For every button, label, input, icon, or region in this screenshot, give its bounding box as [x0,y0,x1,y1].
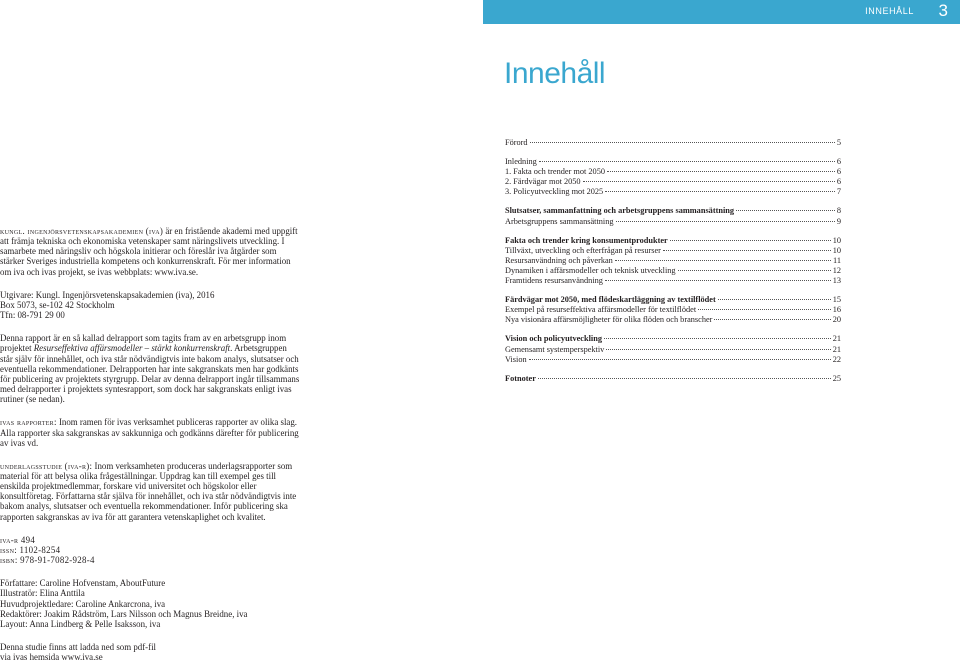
report-note-end: . Arbetsgruppen står själv för innehållet, och iva står nödvändigtvis inte bakom analys, slutsatser och eventuella rekommendationer. Delrapporten har inte sakgranskats men har godkänts för publicering av projektets styrgrupp. Delar av denna delrapport ingår tillsammans med delrapporter i projektets syntesrapport, som dock har sakgranskats enligt ivas rutiner (se nedan). [0,343,300,405]
iva-r-number: iva-r 494 [0,534,36,545]
toc-entry-page: 16 [832,305,841,315]
toc-entry[interactable] [505,334,841,344]
toc-entry-title: 1. Fakta och trender mot 2050 [505,167,606,177]
project-lead: Huvudprojektledare: Caroline Ankarcrona, iva [0,598,166,609]
address: Box 5073, se-102 42 Stockholm [0,299,115,310]
ivas-rapporter-text: Inom ramen för ivas verksamhet publiceras rapporter av olika slag. Alla rapporter ska sakgranskas av sakkunniga och godkänns därefter för publicering av ivas vd. [0,417,299,448]
toc-entry-page: 6 [836,157,841,167]
toc-entry-page: 21 [832,334,841,344]
toc-leader-dots [605,280,831,281]
toc-entry-page: 11 [833,255,841,265]
download-note: Denna studie finns att ladda ned som pdf-fil [0,642,157,652]
toc-entry[interactable] [505,157,841,167]
toc-leader-dots [736,210,835,211]
toc-leader-dots [539,161,835,162]
toc-entry-page: 12 [832,265,841,275]
toc-entry-title: Tillväxt, utveckling och efterfrågan på resurser [505,245,661,255]
toc-entry-page: 10 [832,245,841,255]
toc-entry-page: 21 [832,344,841,354]
toc-entry[interactable] [505,256,841,266]
iva-org-name: kungl. ingenjörsvetenskapsakademien (iva) [0,226,164,236]
toc-entry-title: 3. Policyutveckling mot 2025 [505,187,604,197]
toc-entry-title: Vision och policyutveckling [505,334,602,344]
toc-entry[interactable] [505,217,841,227]
toc-leader-dots [604,338,831,339]
toc-entry-title: Vision [505,354,527,364]
table-of-contents [505,138,841,393]
phone: Tfn: 08-791 29 00 [0,310,65,321]
toc-leader-dots [616,221,835,222]
toc-group [505,334,841,364]
toc-group [505,157,841,197]
toc-leader-dots [663,250,831,251]
toc-entry[interactable] [505,295,841,305]
toc-entry-title: Framtidens resursanvändning [505,276,603,286]
toc-entry-page: 13 [832,276,841,286]
toc-entry-page: 15 [832,295,841,305]
toc-entry[interactable] [505,177,841,187]
toc-entry[interactable] [505,374,841,384]
underlagsstudie [0,461,300,522]
section-label: INNEHÅLL [865,6,914,16]
toc-entry-title: Exempel på resurseffektiva affärsmodeller för textilflödet [505,305,697,315]
toc-entry[interactable] [505,305,841,315]
toc-entry[interactable] [505,187,841,197]
report-note [0,333,300,404]
editors: Redaktörer: Joakim Rådström, Lars Nilsson och Magnus Breidne, iva [0,608,248,619]
toc-entry-title: Förord [505,138,528,147]
toc-entry[interactable] [505,355,841,365]
download-link-text[interactable]: via ivas hemsida www.iva.se [0,652,103,662]
iva-intro [0,226,300,277]
ivas-rapporter-label: ivas rapporter: [0,417,57,428]
toc-entry-page: 6 [836,167,841,177]
toc-entry[interactable] [505,167,841,177]
toc-leader-dots [607,171,835,172]
toc-leader-dots [606,349,830,350]
toc-entry[interactable] [505,236,841,246]
toc-entry-title: Arbetsgruppens sammansättning [505,216,614,226]
toc-leader-dots [718,299,831,300]
page-number: 3 [938,1,948,20]
toc-entry-title: 2. Färdvägar mot 2050 [505,177,581,187]
toc-entry-page: 25 [832,373,841,383]
toc-group [505,236,841,286]
author: Författare: Caroline Hofvenstam, AboutFuture [0,578,166,589]
toc-entry-page: 20 [832,315,841,325]
publisher: Utgivare: Kungl. Ingenjörsvetenskapsakademien (iva), 2016 [0,289,215,300]
illustrator: Illustratör: Elina Anttila [0,588,85,599]
toc-entry-title: Resursanvändning och påverkan [505,255,613,265]
underlag-text: Inom verksamheten produceras underlagsrapporter som material för att belysa olika frågeställningar. Uppdrag kan till exempel ges till enskilda projektmedlemmar, forskare vid universitet och högskolor eller konsultföretag. Författarna står själva för innehållet, och iva står nödvändigtvis inte bakom analys, slutsatser och eventuella rekommendationer. Inför publicering ska rapporten sakgranskas av iva för att garantera vetenskaplighet och kvalitet. [0,460,297,522]
toc-leader-dots [529,359,831,360]
issn: issn: 1102-8254 [0,544,61,555]
header-band [483,0,960,24]
underlag-label: underlagsstudie (iva-r): [0,460,93,471]
toc-entry[interactable] [505,266,841,276]
toc-entry-title: Gemensamt systemperspektiv [505,344,605,354]
toc-leader-dots [583,181,835,182]
toc-entry-page: 6 [836,177,841,187]
toc-entry-page: 8 [836,206,841,216]
toc-entry-title: Nya visionära affärsmöjligheter för olika flöden och branscher [505,315,713,325]
report-note-start: Denna rapport är en så kallad delrapport som tagits fram av en arbetsgrupp inom projektet [0,333,287,354]
toc-entry-title: Inledning [505,157,537,167]
toc-leader-dots [678,270,831,271]
toc-leader-dots [538,378,831,379]
toc-leader-dots [670,240,831,241]
toc-group [505,295,841,325]
toc-entry-title: Fotnoter [505,373,536,383]
toc-group [505,374,841,384]
page-title: Innehåll [504,57,606,90]
colophon [0,226,300,662]
toc-entry-title: Slutsatser, sammanfattning och arbetsgruppens sammansättning [505,206,735,216]
toc-leader-dots [714,319,830,320]
toc-entry-page: 7 [836,187,841,197]
toc-entry-title: Dynamiken i affärsmodeller och teknisk utveckling [505,265,676,275]
ivas-rapporter [0,417,300,447]
toc-entry-title: Färdvägar mot 2050, med flödeskartläggning av textilflödet [505,295,716,305]
toc-entry-page: 10 [832,235,841,245]
toc-leader-dots [698,309,831,310]
iva-intro-text: är en fristående akademi med uppgift att främja tekniska och ekonomiska vetenskaper samt näringslivets utveckling. I samarbete med näringsliv och högskola initierar och föreslår iva åtgärder som stärker Sveriges industriella kompetens och konkurrenskraft. För mer information om iva och ivas projekt, se ivas webbplats: www.iva.se. [0,226,298,277]
toc-entry[interactable] [505,345,841,355]
toc-entry-page: 9 [836,216,841,226]
toc-leader-dots [615,260,831,261]
isbn: isbn: 978-91-7082-928-4 [0,555,95,566]
toc-entry[interactable] [505,315,841,325]
toc-entry-page: 5 [836,138,841,147]
toc-leader-dots [530,142,835,143]
project-name: Resurseffektiva affärsmodeller – stärkt konkurrenskraft [33,343,231,354]
toc-entry[interactable] [505,138,841,148]
toc-entry[interactable] [505,276,841,286]
toc-entry-title: Fakta och trender kring konsumentprodukter [505,235,668,245]
layout-credit: Layout: Anna Lindberg & Pelle Isaksson, iva [0,618,161,629]
toc-group [505,206,841,226]
toc-entry[interactable] [505,246,841,256]
toc-entry[interactable] [505,206,841,216]
toc-group [505,138,841,148]
toc-leader-dots [605,191,835,192]
toc-entry-page: 22 [832,354,841,364]
